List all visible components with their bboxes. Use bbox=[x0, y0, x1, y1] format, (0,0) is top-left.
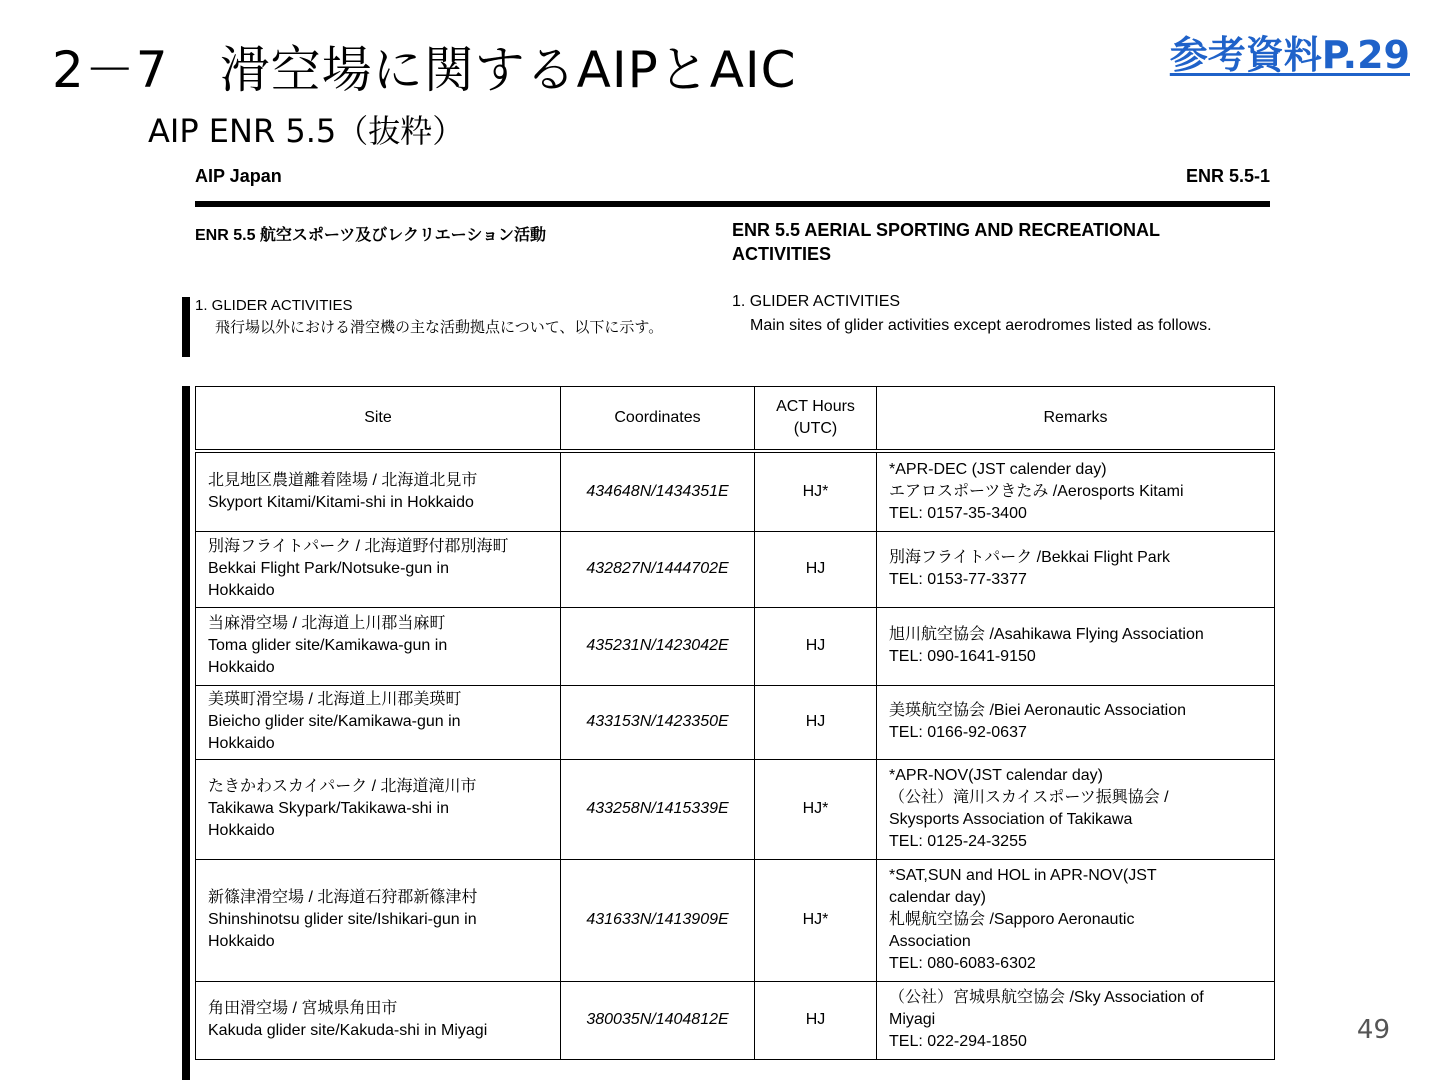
remarks-line: TEL: 090-1641-9150 bbox=[889, 648, 1036, 665]
act-hours-cell: HJ bbox=[755, 607, 877, 685]
site-cell bbox=[196, 531, 561, 607]
site-line: Hokkaido bbox=[208, 735, 275, 752]
table-row bbox=[196, 685, 1275, 759]
coordinates-cell: 435231N/1423042E bbox=[561, 607, 755, 685]
site-line: Skyport Kitami/Kitami-shi in Hokkaido bbox=[208, 493, 474, 511]
site-line: 美瑛町滑空場 / 北海道上川郡美瑛町 bbox=[208, 691, 462, 708]
header-site: Site bbox=[196, 387, 561, 452]
remarks-cell bbox=[877, 607, 1275, 685]
remarks-line: TEL: 0153-77-3377 bbox=[889, 571, 1027, 588]
site-line: Bieicho glider site/Kamikawa-gun in bbox=[208, 713, 461, 730]
site-line: Hokkaido bbox=[208, 582, 275, 599]
act-hours-cell: HJ bbox=[755, 685, 877, 759]
remarks-line: TEL: 0166-92-0637 bbox=[889, 724, 1027, 741]
site-line: 北見地区農道離着陸場 / 北海道北見市 bbox=[208, 471, 478, 489]
header-remarks: Remarks bbox=[877, 387, 1275, 452]
remarks-line: TEL: 0125-24-3255 bbox=[889, 833, 1027, 850]
remarks-line: TEL: 022-294-1850 bbox=[889, 1033, 1027, 1050]
site-line: 新篠津滑空場 / 北海道石狩郡新篠津村 bbox=[208, 889, 478, 906]
act-hours-cell: HJ bbox=[755, 981, 877, 1059]
remarks-line: Association bbox=[889, 933, 971, 950]
coordinates-cell: 433258N/1415339E bbox=[561, 759, 755, 859]
site-cell bbox=[196, 607, 561, 685]
remarks-cell bbox=[877, 759, 1275, 859]
act-hours-cell: HJ* bbox=[755, 859, 877, 981]
document-header bbox=[195, 166, 1270, 187]
site-cell bbox=[196, 859, 561, 981]
change-bar bbox=[182, 386, 190, 1080]
en-section bbox=[732, 290, 1244, 338]
site-line: Hokkaido bbox=[208, 933, 275, 950]
coordinates-cell: 434648N/1434351E bbox=[561, 451, 755, 531]
header-coordinates: Coordinates bbox=[561, 387, 755, 452]
remarks-line: 別海フライトパーク /Bekkai Flight Park bbox=[889, 549, 1171, 566]
header-left: AIP Japan bbox=[195, 166, 282, 186]
jp-heading: ENR 5.5 航空スポーツ及びレクリエーション活動 bbox=[195, 227, 546, 244]
site-line: Toma glider site/Kamikawa-gun in bbox=[208, 637, 448, 654]
site-line: Takikawa Skypark/Takikawa-shi in bbox=[208, 800, 449, 817]
en-section-body: Main sites of glider activities except aerodromes listed as follows. bbox=[750, 317, 1212, 334]
table-header-row bbox=[196, 387, 1275, 452]
header-right: ENR 5.5-1 bbox=[1185, 166, 1270, 186]
header-hours-line1: ACT Hours bbox=[776, 398, 855, 415]
header-hours-line2: (UTC) bbox=[793, 420, 838, 437]
remarks-line: エアロスポーツきたみ /Aerosports Kitami bbox=[889, 482, 1184, 500]
remarks-line: 美瑛航空協会 /Biei Aeronautic Association bbox=[889, 702, 1187, 719]
coordinates-cell: 432827N/1444702E bbox=[561, 531, 755, 607]
site-line: Hokkaido bbox=[208, 822, 275, 839]
act-hours-cell: HJ bbox=[755, 531, 877, 607]
act-hours-cell: HJ* bbox=[755, 759, 877, 859]
remarks-line: TEL: 0157-35-3400 bbox=[889, 504, 1027, 522]
en-heading: ENR 5.5 AERIAL SPORTING AND RECREATIONAL ACTIVITIES bbox=[732, 220, 1160, 264]
jp-section bbox=[195, 295, 715, 339]
remarks-cell bbox=[877, 981, 1275, 1059]
en-section-title: 1. GLIDER ACTIVITIES bbox=[732, 293, 901, 310]
coordinates-cell: 431633N/1413909E bbox=[561, 859, 755, 981]
coordinates-cell: 380035N/1404812E bbox=[561, 981, 755, 1059]
remarks-line: *APR-NOV(JST calendar day) bbox=[889, 767, 1103, 784]
remarks-line: 旭川航空協会 /Asahikawa Flying Association bbox=[889, 626, 1204, 643]
site-line: Hokkaido bbox=[208, 659, 275, 676]
table-row bbox=[196, 759, 1275, 859]
slide-title: 2－7 滑空場に関するAIPとAIC bbox=[52, 41, 797, 99]
remarks-cell bbox=[877, 531, 1275, 607]
table-row bbox=[196, 859, 1275, 981]
header-rule bbox=[195, 201, 1270, 207]
site-line: 角田滑空場 / 宮城県角田市 bbox=[208, 1000, 398, 1017]
slide-subtitle: AIP ENR 5.5（抜粋） bbox=[148, 112, 465, 150]
site-cell bbox=[196, 981, 561, 1059]
remarks-line: *APR-DEC (JST calender day) bbox=[889, 460, 1107, 478]
site-cell bbox=[196, 685, 561, 759]
site-line: たきかわスカイパーク / 北海道滝川市 bbox=[208, 778, 477, 795]
remarks-line: （公社）宮城県航空協会 /Sky Association of bbox=[889, 989, 1204, 1006]
act-hours-cell: HJ* bbox=[755, 451, 877, 531]
page-number: 49 bbox=[1356, 1015, 1390, 1045]
jp-section-title: 1. GLIDER ACTIVITIES bbox=[195, 297, 353, 314]
remarks-line: TEL: 080-6083-6302 bbox=[889, 955, 1036, 972]
header-act-hours bbox=[755, 387, 877, 452]
remarks-cell bbox=[877, 685, 1275, 759]
table-row bbox=[196, 607, 1275, 685]
coordinates-cell: 433153N/1423350E bbox=[561, 685, 755, 759]
aip-document-excerpt bbox=[182, 160, 1274, 1080]
site-line: 当麻滑空場 / 北海道上川郡当麻町 bbox=[208, 615, 446, 632]
site-line: Kakuda glider site/Kakuda-shi in Miyagi bbox=[208, 1022, 488, 1039]
change-bar bbox=[182, 297, 190, 357]
site-line: 別海フライトパーク / 北海道野付郡別海町 bbox=[208, 538, 509, 555]
site-cell bbox=[196, 451, 561, 531]
table-row bbox=[196, 981, 1275, 1059]
site-line: Shinshinotsu glider site/Ishikari-gun in bbox=[208, 911, 477, 928]
reference-link[interactable]: 参考資料P.29 bbox=[1169, 33, 1410, 77]
site-cell bbox=[196, 759, 561, 859]
table-row bbox=[196, 531, 1275, 607]
remarks-line: Skysports Association of Takikawa bbox=[889, 811, 1133, 828]
remarks-line: 札幌航空協会 /Sapporo Aeronautic bbox=[889, 911, 1135, 928]
remarks-cell bbox=[877, 451, 1275, 531]
table-body bbox=[196, 451, 1275, 1059]
glider-sites-table bbox=[195, 386, 1275, 1060]
jp-section-body: 飛行場以外における滑空機の主な活動拠点について、以下に示す。 bbox=[215, 319, 664, 336]
remarks-line: （公社）滝川スカイスポーツ振興協会 / bbox=[889, 789, 1169, 806]
remarks-line: calendar day) bbox=[889, 889, 986, 906]
table-row bbox=[196, 451, 1275, 531]
remarks-line: Miyagi bbox=[889, 1011, 936, 1028]
site-line: Bekkai Flight Park/Notsuke-gun in bbox=[208, 560, 449, 577]
remarks-line: *SAT,SUN and HOL in APR-NOV(JST bbox=[889, 867, 1157, 884]
remarks-cell bbox=[877, 859, 1275, 981]
